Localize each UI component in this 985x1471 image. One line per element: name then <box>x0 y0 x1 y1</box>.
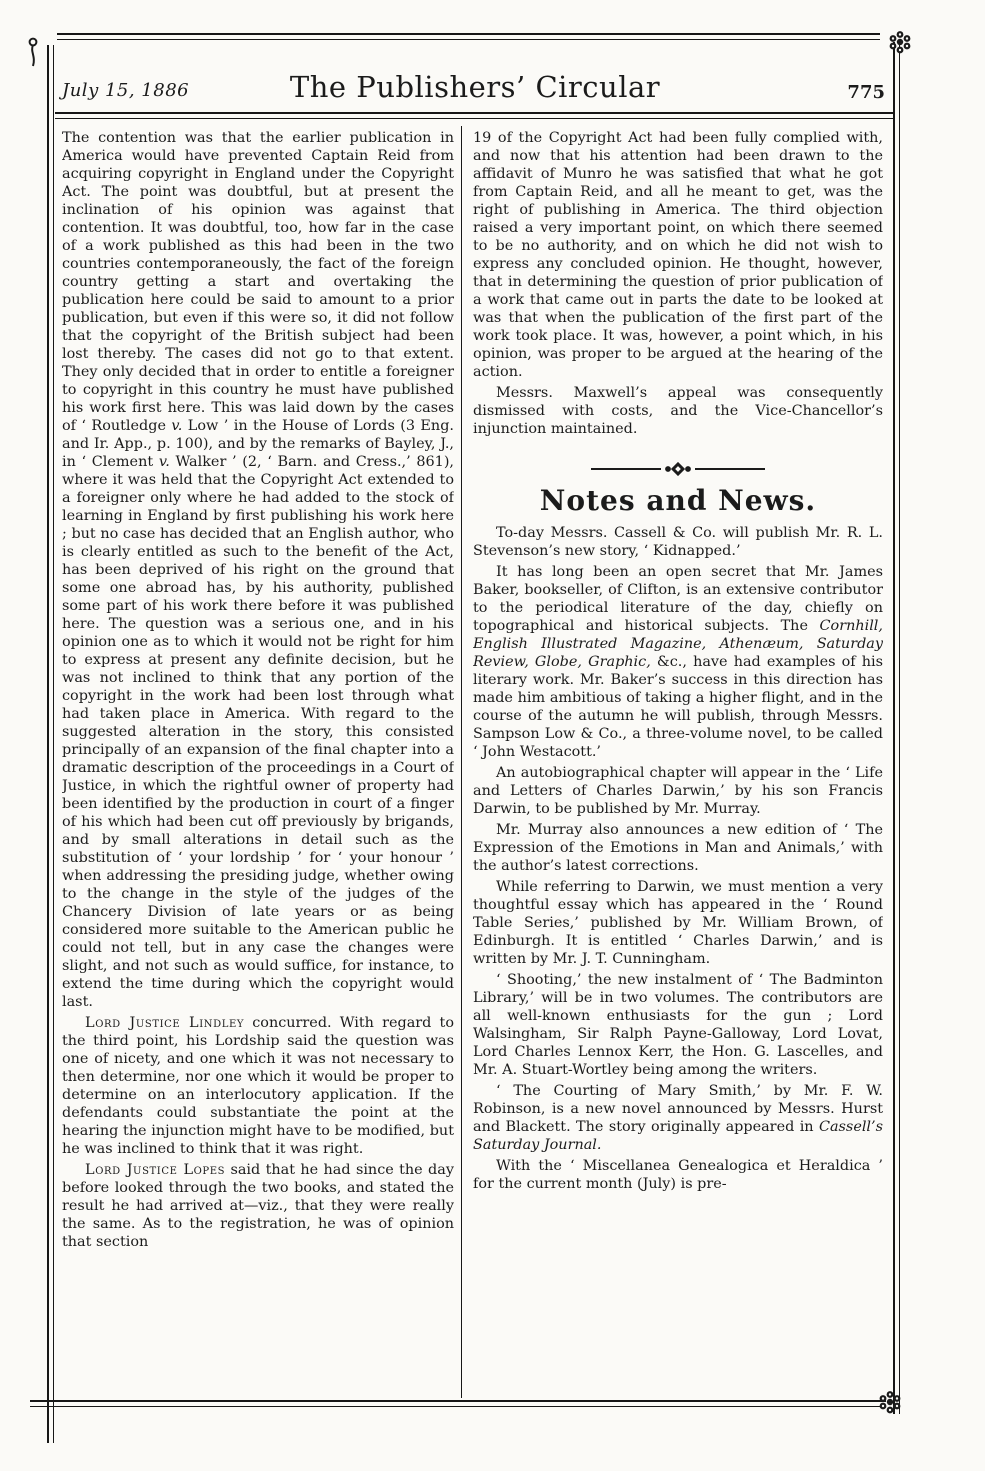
page-number: 775 <box>847 82 885 103</box>
rosette-ornament-icon <box>886 28 914 60</box>
right-border-rule <box>893 42 900 1414</box>
paragraph <box>473 1082 883 1154</box>
text-segment: Low ’ in the House of Lords (3 Eng. and Ir. App., p. 100), and by the remarks of Bayley, J., in ‘ Clement <box>62 418 454 470</box>
right-column-notes <box>473 524 883 1193</box>
text-segment: v. <box>158 454 170 470</box>
header-separator-rule <box>55 112 895 119</box>
paragraph <box>62 1014 454 1158</box>
text-segment: v. <box>171 418 183 434</box>
paragraph <box>473 524 883 560</box>
text-segment: Walker ’ (2, ‘ Barn. and Cress.,’ 861), where it was held that the Copyright Act extended to a foreigner only where he had added to the stock of learning in England by first publishing his work here ; but no case has decided that an English author, who is clearly entitled as such to the benefit of the Act, has been deprived of his right on the ground that some one abroad has, by his authority, published some part of his work there before it was published here. The question was a serious one, and in his opinion one as to which it would not be right for him to express at present any definite decision, but he was not inclined to think that any portion of the copyright in the work had been lost through what had taken place in America. With regard to the suggested alteration in the story, this consisted principally of an expansion of the final chapter into a dramatic description of the proceedings in a Court of Justice, in which the rightful owner of property had been identified by the production in court of a finger of his which had been cut off previously by brigands, and by small alterations in detail such as the substitution of ‘ your lordship ’ for ‘ your honour ’ when addressing the presiding judge, whether owing to the change in the style of the judges of the Chancery Division of late years or as being considered more suitable to the American public he could not tell, but in any case the changes were slight, and not such as would suffice, for instance, to extend the time during which the copyright would last. <box>62 454 454 1010</box>
text-segment: Mr. Murray also announces a new edition of ‘ The Expression of the Emotions in Man and Animals,’ with the author’s latest corrections. <box>473 822 883 874</box>
scroll-ornament-icon <box>24 36 42 74</box>
paragraph <box>62 1161 454 1251</box>
left-border-rule <box>47 45 54 1443</box>
paragraph <box>473 129 883 381</box>
left-column <box>62 129 454 1397</box>
text-segment: Cornhill, English Illustrated Magazine, Athenæum, Saturday Review, Globe, Graphic, <box>473 618 883 670</box>
paragraph <box>473 1157 883 1193</box>
paragraph <box>62 129 454 1011</box>
bottom-border-rule <box>30 1400 886 1407</box>
paragraph <box>473 563 883 761</box>
speaker-name: Lord Justice Lindley <box>85 1015 245 1031</box>
diamond-rule-divider-icon <box>583 462 773 476</box>
text-segment: 19 of the Copyright Act had been fully complied with, and now that his attention had been drawn to the affidavit of Munro he was satisfied that what he got from Captain Reid, and all he meant to get, was the right of publishing in America. The third objection raised a very important point, on which there seemed to be no authority, and on which he did not wish to express any concluded opinion. He thought, however, that in determining the question of prior publication of a work that came out in parts the date to be looked at was that when the publication of the first part of the work took place. It was, however, a point which, in his opinion, was proper to be argued at the hearing of the action. <box>473 130 883 380</box>
text-segment: While referring to Darwin, we must mention a very thoughtful essay which has appeared in the ‘ Round Table Series,’ published by Mr. William Brown, of Edinburgh. It is entitled ‘ Charles Darwin,’ and is written by Mr. J. T. Cunningham. <box>473 879 883 967</box>
text-segment: Messrs. Maxwell’s appeal was consequently dismissed with costs, and the Vice-Chancellor’s injunction maintained. <box>473 385 883 437</box>
top-border-rule <box>57 33 880 40</box>
column-divider-rule <box>461 126 462 1398</box>
speaker-name: Lord Justice Lopes <box>85 1162 226 1178</box>
text-segment: Cassell’s Saturday Journal. <box>473 1119 883 1153</box>
paragraph <box>473 971 883 1079</box>
text-segment: It has long been an open secret that Mr. James Baker, bookseller, of Clifton, is an extensive contributor to the periodical literature of the day, chiefly on topographical and historical subjects. The <box>473 564 883 634</box>
text-segment: ‘ Shooting,’ the new instalment of ‘ The Badminton Library,’ will be in two volumes. The contributors are all well-known enthusiasts for the gun ; Lord Walsingham, Sir Ralph Payne-Galloway, Lord Lovat, Lord Charles Lennox Kerr, the Hon. G. Lascelles, and Mr. A. Stuart-Wortley being among the writers. <box>473 972 883 1078</box>
right-column-top <box>473 129 883 438</box>
text-segment: An autobiographical chapter will appear in the ‘ Life and Letters of Charles Darwin,’ by his son Francis Darwin, to be published by Mr. Murray. <box>473 765 883 817</box>
text-segment: With the ‘ Miscellanea Genealogica et Heraldica ’ for the current month (July) is pre- <box>473 1158 883 1192</box>
issue-date: July 15, 1886 <box>62 80 190 101</box>
section-heading-notes-and-news: Notes and News. <box>539 484 817 517</box>
text-segment: &c., have had examples of his literary work. Mr. Baker’s success in this direction has made him ambitious of taking a higher flight, and in the course of the autumn he will publish, through Messrs. Sampson Low & Co., a three-volume novel, to be called ‘ John Westacott.’ <box>473 654 883 760</box>
paragraph <box>473 878 883 968</box>
publication-title: The Publishers’ Circular <box>289 70 661 104</box>
text-segment: said that he had since the day before looked through the two books, and stated the result he had arrived at—viz., that they were really the same. As to the registration, he was of opinion that section <box>62 1162 454 1250</box>
paragraph <box>473 384 883 438</box>
paragraph <box>473 821 883 875</box>
text-segment: To-day Messrs. Cassell & Co. will publish Mr. R. L. Stevenson’s new story, ‘ Kidnapped.’ <box>473 525 883 559</box>
paragraph <box>473 764 883 818</box>
text-segment: ‘ The Courting of Mary Smith,’ by Mr. F. W. Robinson, is a new novel announced by Messrs. Hurst and Blackett. The story originally appeared in <box>473 1083 883 1135</box>
text-segment: The contention was that the earlier publication in America would have prevented Captain Reid from acquiring copyright in England under the Copyright Act. The point was doubtful, but at present the inclination of his opinion was against that contention. It was doubtful, too, how far in the case of a work published as this had been in the two countries contemporaneously, the fact of the foreign country getting a start and overtaking the publication here could be said to amount to a prior publication, but even if this were so, it did not follow that the copyright of the British subject had been lost thereby. The cases did not go to that extent. They only decided that in order to entitle a foreigner to copyright in this country he must have published his work first here. This was laid down by the cases of ‘ Routledge <box>62 130 454 434</box>
right-column <box>473 129 883 1397</box>
text-segment: concurred. With regard to the third point, his Lordship said the question was one of nicety, and one which it was not necessary to then determine, nor one which it would be proper to determine on an interlocutory application. If the defendants could substantiate the point at the hearing the injunction might have to be modified, but he was inclined to think that it was right. <box>62 1015 454 1157</box>
